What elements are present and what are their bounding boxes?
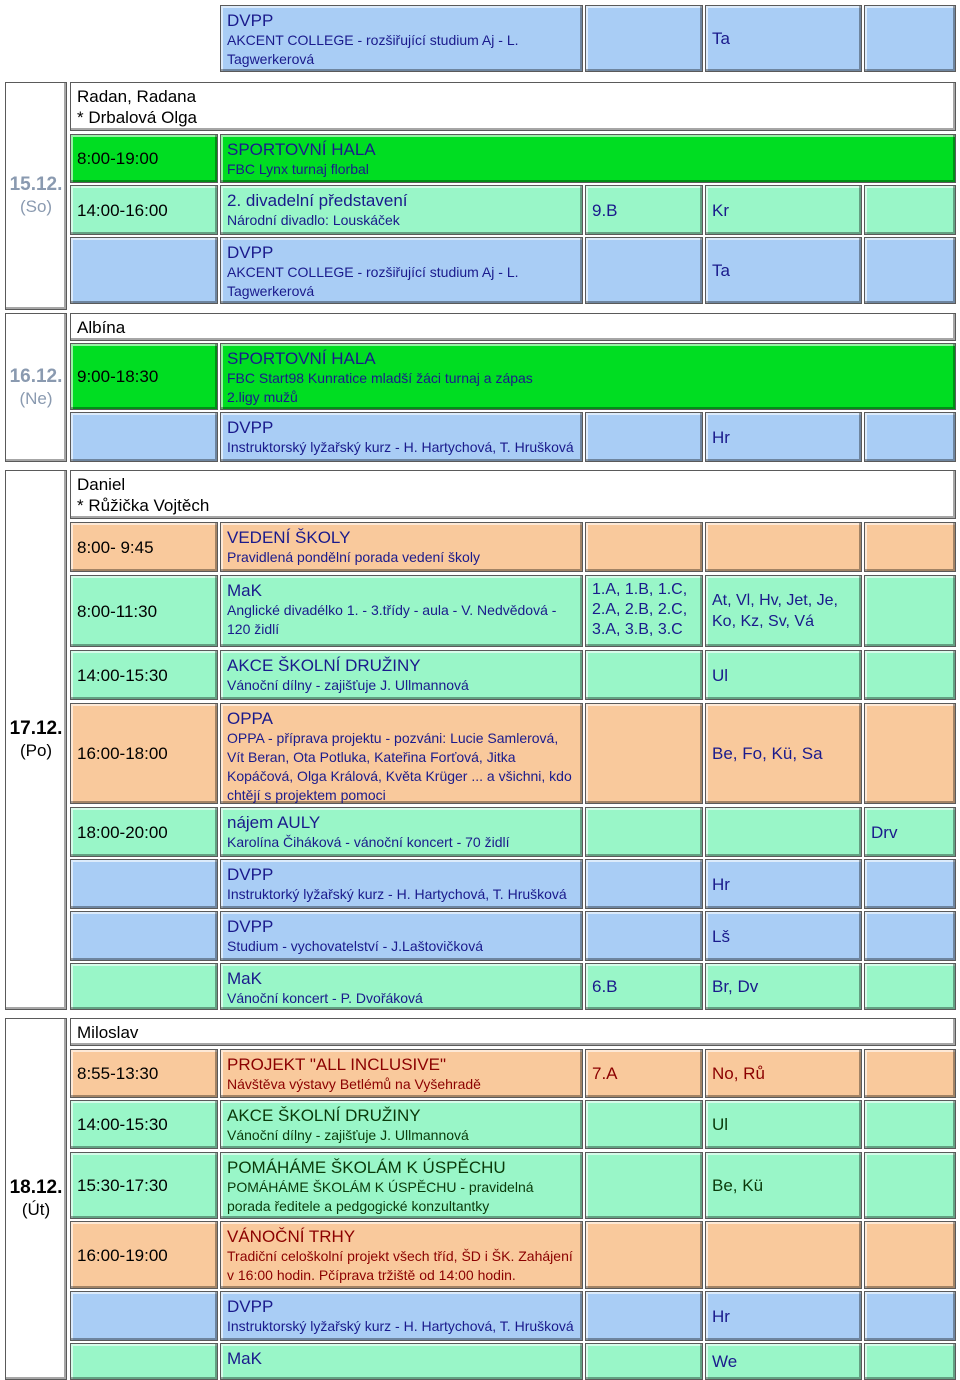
staff-cell <box>705 1221 862 1289</box>
nameday-cell <box>70 82 956 131</box>
extra-cell <box>864 650 956 700</box>
time-text: 14:00-15:30 <box>77 1115 168 1134</box>
class-cell <box>585 1291 703 1341</box>
event-cell <box>220 1221 583 1289</box>
staff-text: No, Rů <box>712 1064 765 1083</box>
day-date-cell <box>5 313 67 462</box>
time-cell <box>70 703 218 804</box>
event-title: AKCE ŠKOLNÍ DRUŽINY <box>227 656 421 675</box>
time-text: 18:00-20:00 <box>77 822 168 842</box>
class-cell <box>585 911 703 961</box>
time-cell <box>70 575 218 647</box>
day-date: 18.12. <box>9 1177 63 1198</box>
event-title: SPORTOVNÍ HALA <box>227 140 376 159</box>
time-cell <box>70 807 218 857</box>
event-desc: Pravidlená pondělní porada vedení školy <box>227 549 480 565</box>
nameday-text: Daniel * Růžička Vojtěch <box>77 475 210 515</box>
event-title: DVPP <box>227 865 274 884</box>
class-cell <box>585 185 703 235</box>
extra-cell <box>864 1343 956 1380</box>
class-cell <box>585 522 703 572</box>
extra-cell <box>864 1291 956 1341</box>
event-title: DVPP <box>227 418 274 437</box>
staff-text: Kr <box>712 200 729 220</box>
class-text: 6.B <box>592 977 618 996</box>
class-text: 1.A, 1.B, 1.C, 2.A, 2.B, 2.C, 3.A, 3.B, 3.C <box>592 581 688 638</box>
event-desc: Studium - vychovatelství - J.Laštovičková <box>227 938 483 954</box>
event-cell <box>220 703 583 804</box>
time-text: 8:00- 9:45 <box>77 537 154 557</box>
event-desc: Instruktorský lyžařský kurz - H. Hartychová, T. Hrušková <box>227 1318 574 1334</box>
event-cell <box>220 650 583 700</box>
time-cell <box>70 963 218 1010</box>
extra-cell <box>864 575 956 647</box>
time-cell <box>70 650 218 700</box>
day-of-week: (Po) <box>19 741 53 760</box>
time-cell <box>70 859 218 909</box>
class-cell <box>585 1100 703 1149</box>
class-cell <box>585 650 703 700</box>
event-cell <box>220 1100 583 1149</box>
time-cell <box>70 185 218 235</box>
staff-cell <box>705 185 862 235</box>
class-cell <box>585 1152 703 1219</box>
time-cell <box>70 412 218 462</box>
event-title: MaK <box>227 969 262 988</box>
time-cell <box>70 343 218 410</box>
staff-text: Br, Dv <box>712 977 759 996</box>
class-cell <box>585 237 703 304</box>
extra-cell <box>864 237 956 304</box>
event-title: PROJEKT "ALL INCLUSIVE" <box>227 1055 446 1074</box>
staff-text: Lš <box>712 926 730 946</box>
event-desc: Návštěva výstavy Betlémů na Vyšehradě <box>227 1076 481 1092</box>
staff-text: Ta <box>712 29 730 48</box>
staff-cell <box>705 575 862 647</box>
event-title: POMÁHÁME ŠKOLÁM K ÚSPĚCHU <box>227 1158 506 1177</box>
staff-cell <box>705 807 862 857</box>
staff-text: Hr <box>712 874 730 894</box>
event-desc: Národní divadlo: Louskáček <box>227 212 400 228</box>
day-date: 17.12. <box>9 718 63 739</box>
staff-text: At, Vl, Hv, Jet, Je, Ko, Kz, Sv, Vá <box>712 592 838 630</box>
staff-cell <box>705 522 862 572</box>
nameday-text: Miloslav <box>77 1023 139 1042</box>
nameday-cell <box>70 313 956 341</box>
event-cell <box>220 807 583 857</box>
day-of-week: (So) <box>19 197 53 216</box>
event-title: DVPP <box>227 917 274 936</box>
time-text: 14:00-16:00 <box>77 200 168 220</box>
event-desc: Vánoční dílny - zajišťuje J. Ullmannová <box>227 1127 469 1143</box>
event-cell <box>220 522 583 572</box>
event-title: SPORTOVNÍ HALA <box>227 349 376 368</box>
event-desc: Anglické divadélko 1. - 3.třídy - aula - V. Nedvědová - 120 židlí <box>227 602 557 637</box>
event-cell <box>220 911 583 961</box>
event-title: MaK <box>227 581 262 600</box>
event-title: OPPA <box>227 709 273 728</box>
staff-text: We <box>712 1352 738 1371</box>
day-date-cell <box>5 82 67 310</box>
event-desc: Vánoční dílny - zajišťuje J. Ullmannová <box>227 677 469 693</box>
time-text: 15:30-17:30 <box>77 1176 168 1195</box>
class-cell <box>585 703 703 804</box>
class-cell <box>585 859 703 909</box>
event-cell <box>220 1343 583 1380</box>
staff-cell <box>705 237 862 304</box>
staff-text: Ul <box>712 665 729 685</box>
event-title: DVPP <box>227 243 274 262</box>
staff-text: Be, Kü <box>712 1176 764 1195</box>
extra-cell <box>864 1100 956 1149</box>
staff-cell <box>705 1152 862 1219</box>
extra-cell <box>864 703 956 804</box>
time-cell <box>70 1152 218 1219</box>
class-cell <box>585 807 703 857</box>
day-of-week: (Út) <box>21 1200 51 1219</box>
extra-cell <box>864 1049 956 1098</box>
time-text: 9:00-18:30 <box>77 367 159 386</box>
event-cell <box>220 185 583 235</box>
staff-cell <box>705 911 862 961</box>
event-desc: POMÁHÁME ŠKOLÁM K ÚSPĚCHU - pravidelná porada ředitele a pedgogické konzultantky <box>227 1179 534 1214</box>
extra-cell <box>864 522 956 572</box>
staff-cell <box>705 1343 862 1380</box>
event-cell <box>220 575 583 647</box>
time-cell <box>70 1343 218 1380</box>
event-title: DVPP <box>227 11 274 30</box>
time-text: 8:00-11:30 <box>77 601 158 621</box>
nameday-cell <box>70 470 956 519</box>
staff-cell <box>705 412 862 462</box>
event-cell <box>220 963 583 1010</box>
day-date-cell <box>5 470 67 1010</box>
time-cell <box>70 237 218 304</box>
staff-cell <box>705 650 862 700</box>
time-cell <box>70 1221 218 1289</box>
event-cell <box>220 412 583 462</box>
day-date: 15.12. <box>9 174 63 195</box>
extra-text: Drv <box>871 822 898 842</box>
time-cell <box>70 522 218 572</box>
time-cell <box>70 1100 218 1149</box>
event-desc: AKCENT COLLEGE - rozšiřující studium Aj - L. Tagwerkerová <box>227 264 519 299</box>
class-text: 9.B <box>592 200 618 220</box>
event-title: 2. divadelní představení <box>227 191 408 210</box>
event-cell <box>220 343 956 410</box>
nameday-cell <box>70 1018 956 1046</box>
event-desc: OPPA - příprava projektu - pozváni: Lucie Samlerová, Vít Beran, Ota Potluka, Kateřina Forťová, Jitka Kopáčová, Olga Králová, Květa Krüger ... a všichni, kdo chtějí s projektem pomoci <box>227 730 572 803</box>
extra-cell <box>864 963 956 1010</box>
event-desc: FBC Start98 Kunratice mladší žáci turnaj a zápas 2.ligy mužů <box>227 370 533 405</box>
event-desc: Tradiční celoškolní projekt všech tříd, ŠD i ŠK. Zahájení v 16:00 hodin. Pčíprava tržiště od 14:00 hodin. <box>227 1248 573 1283</box>
class-cell <box>585 963 703 1010</box>
event-cell <box>220 1152 583 1219</box>
extra-cell <box>864 185 956 235</box>
event-title: nájem AULY <box>227 813 321 832</box>
time-text: 14:00-15:30 <box>77 665 168 685</box>
staff-cell <box>705 703 862 804</box>
event-cell <box>220 134 956 183</box>
extra-cell <box>864 5 956 72</box>
event-cell <box>220 1049 583 1098</box>
nameday-text: Radan, Radana * Drbalová Olga <box>77 87 198 127</box>
nameday-text: Albína <box>77 318 126 337</box>
time-text: 16:00-19:00 <box>77 1245 168 1265</box>
staff-cell <box>705 1049 862 1098</box>
event-desc: Vánoční koncert - P. Dvořáková <box>227 990 423 1006</box>
event-cell <box>220 5 583 72</box>
day-date: 16.12. <box>9 365 63 387</box>
event-desc: AKCENT COLLEGE - rozšiřující studium Aj - L. Tagwerkerová <box>227 32 519 67</box>
staff-cell <box>705 5 862 72</box>
event-cell <box>220 859 583 909</box>
class-cell <box>585 412 703 462</box>
extra-cell <box>864 859 956 909</box>
staff-cell <box>705 963 862 1010</box>
class-cell <box>585 1343 703 1380</box>
event-desc: Instruktorský lyžařský kurz - H. Hartychová, T. Hrušková <box>227 439 574 455</box>
staff-cell <box>705 859 862 909</box>
time-cell <box>70 1049 218 1098</box>
time-text: 8:00-19:00 <box>77 149 159 168</box>
extra-cell <box>864 1221 956 1289</box>
class-cell <box>585 1221 703 1289</box>
time-text: 16:00-18:00 <box>77 744 168 763</box>
staff-cell <box>705 1100 862 1149</box>
extra-cell <box>864 412 956 462</box>
event-title: DVPP <box>227 1297 274 1316</box>
time-cell <box>70 911 218 961</box>
staff-text: Be, Fo, Kü, Sa <box>712 744 823 763</box>
class-cell <box>585 575 703 647</box>
staff-text: Ul <box>712 1115 729 1134</box>
class-cell <box>585 1049 703 1098</box>
event-desc: Instruktorký lyžařský kurz - H. Hartychová, T. Hrušková <box>227 886 567 902</box>
day-of-week: (Ne) <box>19 388 53 408</box>
time-text: 8:55-13:30 <box>77 1064 159 1083</box>
staff-text: Hr <box>712 1306 730 1326</box>
extra-cell <box>864 1152 956 1219</box>
event-desc: FBC Lynx turnaj florbal <box>227 161 369 177</box>
event-title: AKCE ŠKOLNÍ DRUŽINY <box>227 1106 421 1125</box>
event-title: MaK <box>227 1349 262 1368</box>
staff-text: Hr <box>712 427 730 447</box>
extra-cell <box>864 807 956 857</box>
event-cell <box>220 237 583 304</box>
day-date-cell <box>5 1018 67 1380</box>
event-cell <box>220 1291 583 1341</box>
staff-text: Ta <box>712 261 730 280</box>
staff-cell <box>705 1291 862 1341</box>
event-desc: Karolína Čiháková - vánoční koncert - 70 židlí <box>227 834 510 850</box>
class-text: 7.A <box>592 1064 618 1083</box>
class-cell <box>585 5 703 72</box>
event-title: VEDENÍ ŠKOLY <box>227 528 351 547</box>
extra-cell <box>864 911 956 961</box>
event-title: VÁNOČNÍ TRHY <box>227 1227 356 1246</box>
time-cell <box>70 134 218 183</box>
time-cell <box>70 1291 218 1341</box>
